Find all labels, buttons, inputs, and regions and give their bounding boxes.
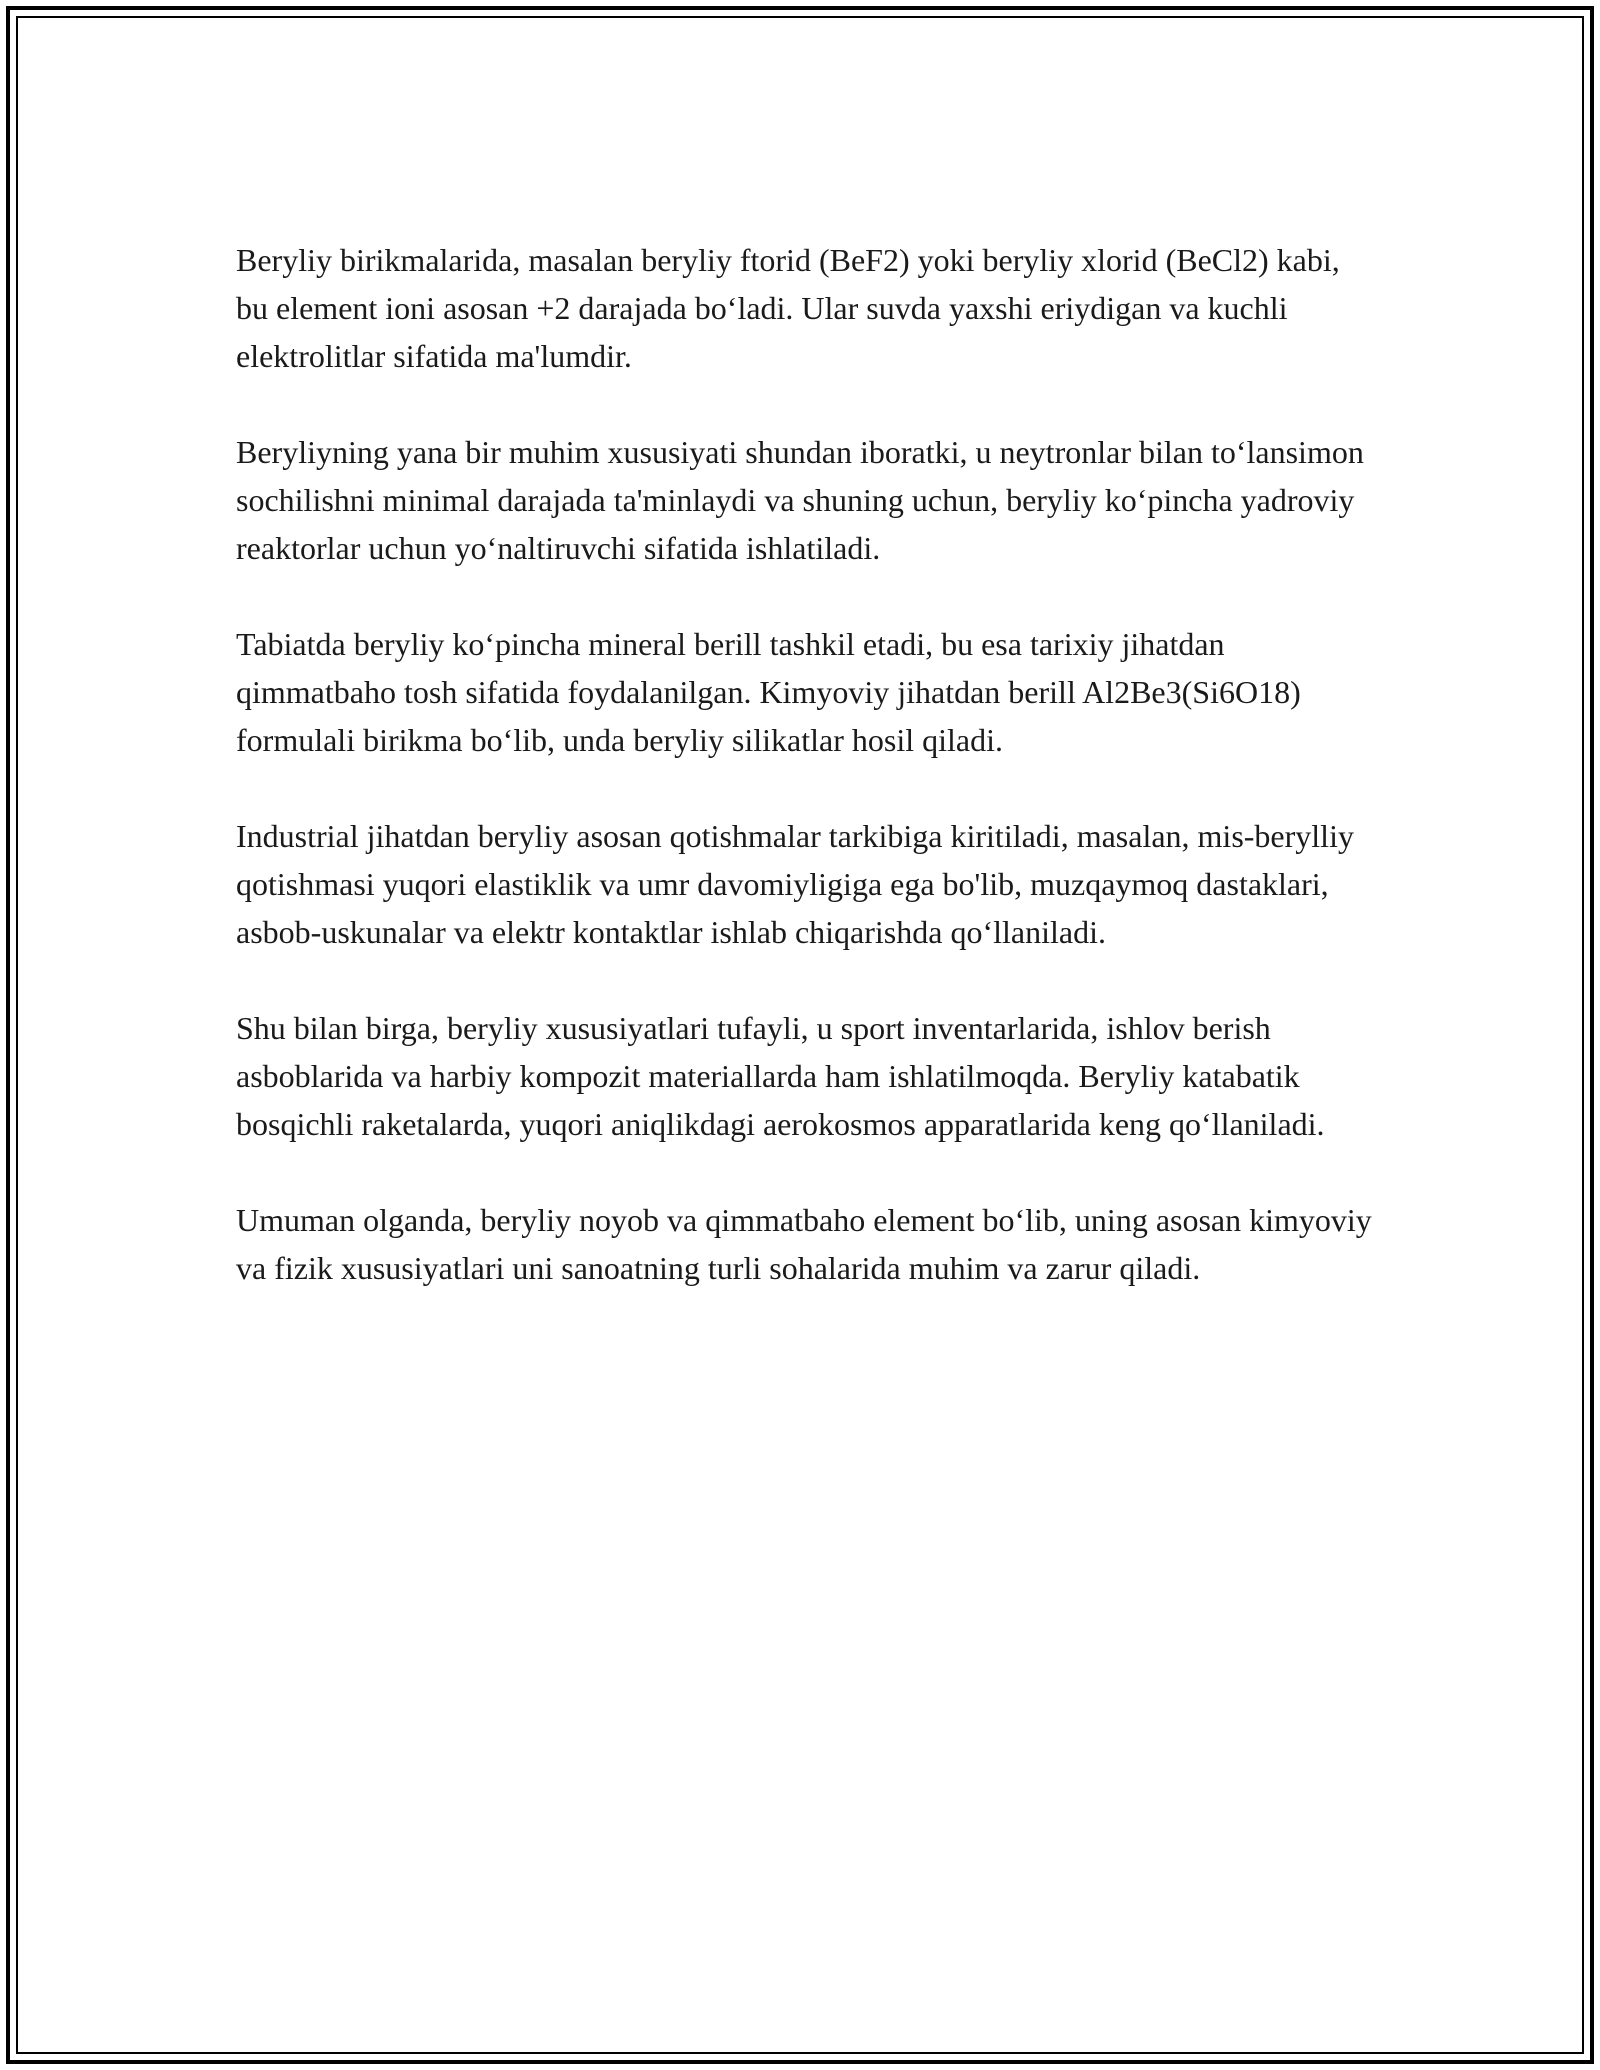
paragraph-5: Shu bilan birga, beryliy xususiyatlari tufayli, u sport inventarlarida, ishlov berish asboblarida va harbiy kompozit materiallarda ham ishlatilmoqda. Beryliy katabatik bosqichli raketalarda, yuqori aniqlikdagi aerokosmos apparatlarida keng qo‘llaniladi. — [236, 1010, 1325, 1142]
paragraph-4: Industrial jihatdan beryliy asosan qotishmalar tarkibiga kiritiladi, masalan, mis-berylliy qotishmasi yuqori elastiklik va umr davomiyligiga ega bo'lib, muzqaymoq dastaklari, asbob-uskunalar va elektr kontaktlar ishlab chiqarishda qo‘llaniladi. — [236, 818, 1354, 950]
paragraph-6: Umuman olganda, beryliy noyob va qimmatbaho element bo‘lib, uning asosan kimyoviy va fizik xususiyatlari uni sanoatning turli sohalarida muhim va zarur qiladi. — [236, 1202, 1372, 1286]
paragraph-1: Beryliy birikmalarida, masalan beryliy ftorid (BeF2) yoki beryliy xlorid (BeCl2) kabi, bu element ioni asosan +2 darajada bo‘ladi. Ular suvda yaxshi eriydigan va kuchli elektrolitlar sifatida ma'lumdir. — [236, 242, 1340, 374]
paragraph-2: Beryliyning yana bir muhim xususiyati shundan iboratki, u neytronlar bilan to‘lansimon sochilishni minimal darajada ta'minlaydi va shuning uchun, beryliy ko‘pincha yadroviy reaktorlar uchun yo‘naltiruvchi sifatida ishlatiladi. — [236, 434, 1364, 566]
paragraph-3: Tabiatda beryliy ko‘pincha mineral berill tashkil etadi, bu esa tarixiy jihatdan qimmatbaho tosh sifatida foydalanilgan. Kimyoviy jihatdan berill Al2Be3(Si6O18) formulali birikma bo‘lib, unda beryliy silikatlar hosil qiladi. — [236, 626, 1301, 758]
document-body — [236, 236, 1376, 1340]
